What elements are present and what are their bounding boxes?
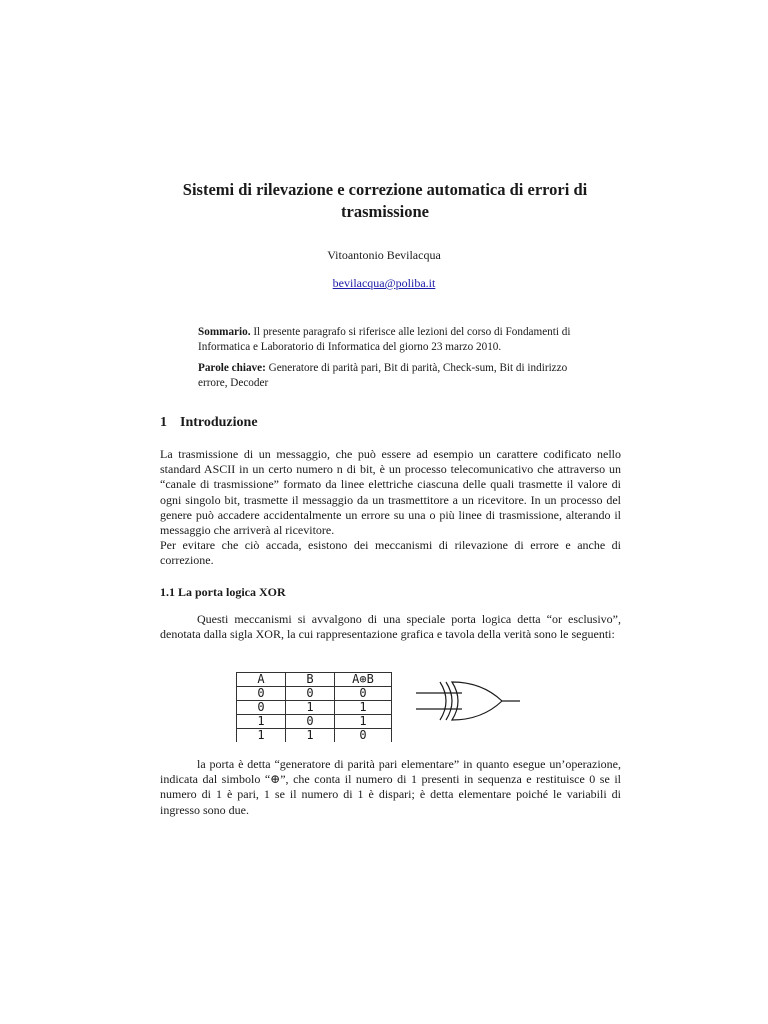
author-email xyxy=(0,276,768,291)
xor-gate-icon xyxy=(412,676,524,726)
keywords xyxy=(198,361,598,390)
section-number: 1 xyxy=(160,415,167,430)
cell-out: 1 xyxy=(335,701,392,715)
xor-intro-paragraph: Questi meccanismi si avvalgono di una speciale porta logica detta “or esclusivo”, denotata dalla sigla XOR, la cui rappresentazione grafica e tavola della verità sono le seguenti: xyxy=(160,612,621,642)
email-link[interactable]: bevilacqua@poliba.it xyxy=(332,276,436,290)
cell-b: 0 xyxy=(286,687,335,701)
cell-b: 1 xyxy=(286,729,335,743)
cell-out: 0 xyxy=(335,687,392,701)
table-row xyxy=(237,729,392,743)
header-a: A xyxy=(237,673,286,687)
intro-paragraph-1: La trasmissione di un messaggio, che può essere ad esempio un carattere codificato nello standard ASCII in un certo numero n di bit, è un processo telecomunicativo che attraverso un “canale di trasmissione” formato da linee elettriche ciascuna delle quali trasmette il valore di ogni singolo bit, trasmette il messaggio da un trasmettitore a un ricevitore. In un processo del genere può accadere accidentalmente un errore su una o più linee di trasmissione, alterando il messaggio che arriverà al ricevitore. xyxy=(160,447,621,538)
truth-table-header-row xyxy=(237,673,392,687)
cell-a: 0 xyxy=(237,687,286,701)
xor-explanation-paragraph: la porta è detta “generatore di parità pari elementare” in quanto esegue un’operazione, indicata dal simbolo “⊕”, che conta il numero di 1 presenti in sequenza e restituisce 0 se il numero di 1 è pari, 1 se il numero di 1 è dispari; è detta elementare poiché le variabili di ingresso sono due. xyxy=(160,757,621,817)
header-b: B xyxy=(286,673,335,687)
abstract xyxy=(198,325,598,390)
section-title: Introduzione xyxy=(180,415,258,430)
header-a-xor-b: A⊕B xyxy=(335,673,392,687)
intro-body xyxy=(160,447,621,569)
table-row xyxy=(237,715,392,729)
intro-paragraph-2: Per evitare che ciò accada, esistono dei meccanismi di rilevazione di errore e anche di correzione. xyxy=(160,538,621,568)
cell-a: 1 xyxy=(237,715,286,729)
author-name: Vitoantonio Bevilacqua xyxy=(327,248,441,262)
cell-b: 0 xyxy=(286,715,335,729)
table-row xyxy=(237,701,392,715)
section-heading-introduzione xyxy=(160,415,258,431)
summary-text: Il presente paragrafo si riferisce alle lezioni del corso di Fondamenti di Informatica e Laboratorio di Informatica del giorno 23 marzo 2010. xyxy=(198,326,571,353)
cell-a: 1 xyxy=(237,729,286,743)
keywords-text: Generatore di parità pari, Bit di parità, Check-sum, Bit di indirizzo errore, Decoder xyxy=(198,362,568,389)
cell-out: 1 xyxy=(335,715,392,729)
cell-a: 0 xyxy=(237,701,286,715)
summary-label: Sommario. xyxy=(198,326,251,338)
table-row xyxy=(237,687,392,701)
subsection-heading-xor: 1.1 La porta logica XOR xyxy=(160,585,286,599)
xor-truth-table xyxy=(236,672,392,742)
cell-out: 0 xyxy=(335,729,392,743)
cell-b: 1 xyxy=(286,701,335,715)
paper-title: Sistemi di rilevazione e correzione automatica di errori di trasmissione xyxy=(182,180,588,221)
keywords-label: Parole chiave: xyxy=(198,362,266,374)
summary xyxy=(198,325,598,354)
